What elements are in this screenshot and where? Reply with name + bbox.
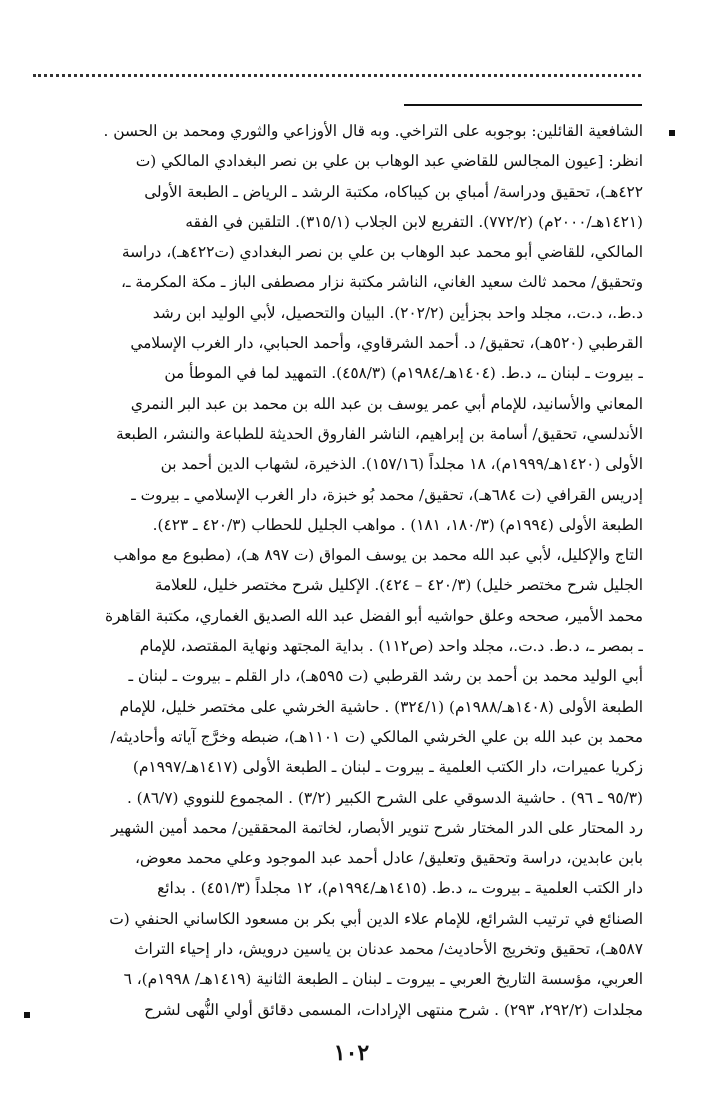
footnote-line: مجلدات (٢٩٢/٢، ٢٩٣) . شرح منتهى الإرادات، المسمى دقائق أولي النُّهى لشرح — [144, 1000, 643, 1019]
footnote-line: الطبعة الأولى (١٤٠٨هـ/١٩٨٨م) (٣٢٤/١) . حاشية الخرشي على مختصر خليل، للإمام — [119, 697, 643, 716]
footnote-line: دار الكتب العلمية ـ بيروت ـ، د.ط. (١٤١٥هـ/١٩٩٤م)، ١٢ مجلداً (٤٥١/٣) . بدائع — [157, 879, 643, 898]
footnote-line: إدريس القرافي (ت ٦٨٤هـ)، تحقيق/ محمد بُو خبزة، دار الغرب الإسلامي ـ بيروت ـ — [131, 485, 643, 504]
footnote-line: الشافعية القائلين: بوجوبه على التراخي. وبه قال الأوزاعي والثوري ومحمد بن الحسن . — [103, 122, 643, 140]
footnote-line: التاج والإكليل، لأبي عبد الله محمد بن يوسف المواق (ت ٨٩٧ هـ)، (مطبوع مع مواهب — [113, 546, 643, 565]
footnote-line: (٩٥/٣ ـ ٩٦) . حاشية الدسوقي على الشرح الكبير (٣/٢) . المجموع للنووي (٨٦/٧) . — [126, 788, 643, 807]
footnote-line: العربي، مؤسسة التاريخ العربي ـ بيروت ـ لبنان ـ الطبعة الثانية (١٤١٩هـ/ ١٩٩٨م)، ٦ — [123, 970, 643, 989]
footnote-line: الأندلسي، تحقيق/ أسامة بن إبراهيم، الناشر الفاروق الحديثة للطباعة والنشر، الطبعة — [115, 424, 643, 443]
footnote-line: بابن عابدين، دراسة وتحقيق وتعليق/ عادل أحمد عبد الموجود وعلي محمد معوض، — [134, 849, 643, 868]
dotted-separator — [33, 74, 641, 77]
footnote-line: الطبعة الأولى (١٩٩٤م) (١٨٠/٣، ١٨١) . مواهب الجليل للحطاب (٤٢٠/٣ ـ ٤٢٣). — [152, 515, 643, 534]
footnote-line: ـ بمصر ـ، د.ط. د.ت.، مجلد واحد (ص١١٢) . بداية المجتهد ونهاية المقتصد، للإمام — [139, 637, 643, 656]
footnote-start-marker-icon — [669, 130, 675, 136]
footnote-line: محمد بن عبد الله بن علي الخرشي المالكي (ت ١١٠١هـ)، ضبطه وخرَّج آياته وأحاديثه/ — [110, 727, 643, 746]
footnote-line: أبي الوليد محمد بن أحمد بن رشد القرطبي (ت ٥٩٥هـ)، دار القلم ـ بيروت ـ لبنان ـ — [128, 667, 643, 686]
page-number: ١٠٢ — [333, 1040, 370, 1066]
footnote-line: المالكي، للقاضي أبو محمد عبد الوهاب بن علي بن نصر البغدادي (ت٤٢٢هـ)، دراسة — [121, 243, 643, 262]
footnote-line: انظر: [عيون المجالس للقاضي عبد الوهاب بن علي بن نصر البغدادي المالكي (ت — [135, 152, 643, 171]
footnote-line: الجليل شرح مختصر خليل) (٤٢٠/٣ – ٤٢٤). الإكليل شرح مختصر خليل، للعلامة — [154, 576, 643, 595]
footnote-line: القرطبي (٥٢٠هـ)، تحقيق/ د. أحمد الشرقاوي، وأحمد الحبابي، دار الغرب الإسلامي — [130, 334, 643, 353]
footnote-line: الأولى (١٤٢٠هـ/١٩٩٩م)، ١٨ مجلداً (١٥٧/١٦). الذخيرة، لشهاب الدين أحمد بن — [160, 455, 643, 474]
footnote-line: د.ط.، د.ت.، مجلد واحد بجزأين (٢٠٢/٢). البيان والتحصيل، لأبي الوليد ابن رشد — [152, 303, 643, 322]
footnote-continuation-marker-icon — [24, 1012, 30, 1018]
footnote-line: المعاني والأسانيد، للإمام أبي عمر يوسف بن عبد الله بن محمد بن عبد البر النمري — [130, 394, 643, 413]
footnote-line: وتحقيق/ محمد ثالث سعيد الغاني، الناشر مكتبة نزار مصطفى الباز ـ مكة المكرمة ـ، — [121, 273, 643, 292]
footnote-line: ٤٢٢هـ)، تحقيق ودراسة/ أمباي بن كيباكاه، مكتبة الرشد ـ الرياض ـ الطبعة الأولى — [144, 182, 643, 201]
footnote-separator-line — [404, 104, 642, 106]
footnote-text — [81, 116, 643, 1025]
footnote-line: محمد الأمير، صححه وعلق حواشيه أبو الفضل عبد الله الصديق الغماري، مكتبة القاهرة — [104, 606, 643, 625]
footnote-line: الصنائع في ترتيب الشرائع، للإمام علاء الدين أبي بكر بن مسعود الكاساني الحنفي (ت — [109, 909, 643, 928]
footnote-line: (١٤٢١هـ/٢٠٠٠م) (٧٧٢/٢). التفريع لابن الجلاب (٣١٥/١). التلقين في الفقه — [185, 212, 643, 231]
footnote-line: ٥٨٧هـ)، تحقيق وتخريج الأحاديث/ محمد عدنان بن ياسين درويش، دار إحياء التراث — [134, 940, 643, 959]
footnote-line: زكريا عميرات، دار الكتب العلمية ـ بيروت ـ لبنان ـ الطبعة الأولى (١٤١٧هـ/١٩٩٧م) — [132, 758, 643, 777]
footnote-line: رد المحتار على الدر المختار شرح تنوير الأبصار، لخاتمة المحققين/ محمد أمين الشهير — [111, 818, 643, 837]
footnote-line: ـ بيروت ـ لبنان ـ، د.ط. (١٤٠٤هـ/١٩٨٤م) (٤٥٨/٣). التمهيد لما في الموطأ من — [164, 364, 643, 383]
